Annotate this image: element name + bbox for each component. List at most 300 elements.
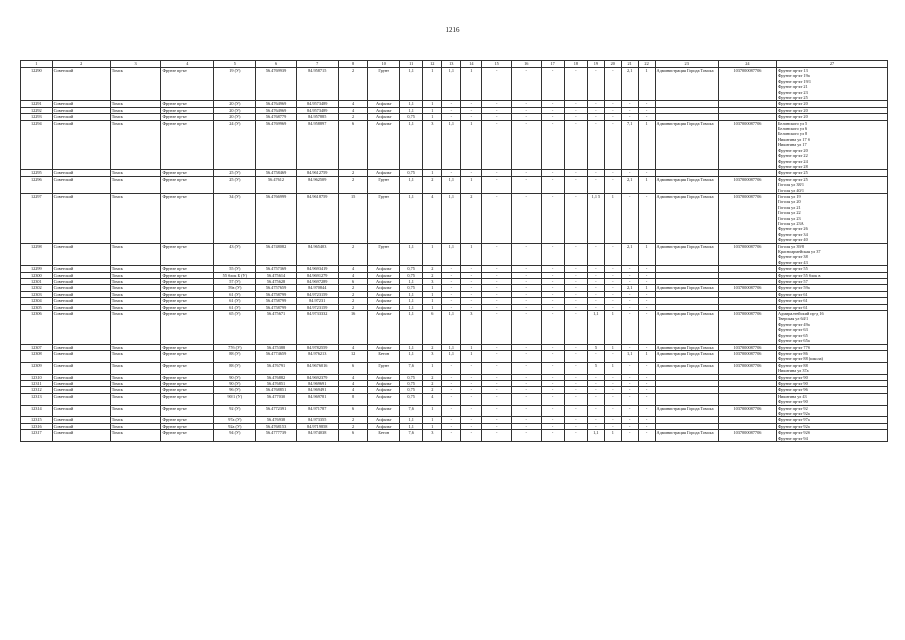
served-address: Фрунзе пр-кт 20 xyxy=(777,147,808,153)
table-cell: - xyxy=(541,285,564,291)
table-cell: 56.4768153 xyxy=(256,423,296,429)
table-cell: - xyxy=(482,423,512,429)
table-cell: - xyxy=(604,272,621,278)
table-cell: - xyxy=(564,430,587,442)
served-address: Фрунзе пр-кт 61 xyxy=(777,298,808,304)
served-address: Никитина ул 43 xyxy=(777,393,807,399)
table-cell: 1,1 xyxy=(587,430,604,442)
table-cell: 3 xyxy=(423,120,442,170)
table-cell: 56.4774659 xyxy=(256,350,296,362)
table-cell: - xyxy=(564,114,587,120)
table-cell: Фрунзе пр-кт xyxy=(161,193,214,243)
table-cell: - xyxy=(638,417,655,423)
served-address: Гоголя ул 21 xyxy=(777,204,801,210)
page-number: 1216 xyxy=(445,26,460,34)
table-cell: Томск xyxy=(110,374,161,380)
table-cell: - xyxy=(621,405,638,417)
table-cell: 1,1 xyxy=(442,120,461,170)
table-cell: - xyxy=(541,107,564,113)
table-cell: - xyxy=(511,393,541,405)
table-cell: 92а (У) xyxy=(214,423,256,429)
table-cell: 84.9612759 xyxy=(296,170,338,176)
served-address: Фрунзе пр-кт 59а xyxy=(777,285,810,291)
table-cell: Асфальт xyxy=(368,107,400,113)
table-cell: - xyxy=(482,176,512,193)
table-cell: 4 xyxy=(338,266,368,272)
table-cell: 6 xyxy=(338,430,368,442)
table-cell: - xyxy=(564,362,587,374)
table-cell: Советский xyxy=(52,266,110,272)
table-cell: 56.475671 xyxy=(256,311,296,344)
table-cell: Фрунзе пр-кт xyxy=(161,243,214,266)
column-number: 7 xyxy=(296,61,338,68)
table-cell: 7,6 xyxy=(400,430,423,442)
table-cell: 12316 xyxy=(21,423,53,429)
table-cell: Советский xyxy=(52,380,110,386)
table-cell: 84.9692379 xyxy=(296,374,338,380)
table-cell: 84.971787 xyxy=(296,405,338,417)
table-cell: 0,75 xyxy=(400,393,423,405)
table-cell: - xyxy=(482,114,512,120)
table-cell: - xyxy=(621,107,638,113)
table-cell: - xyxy=(541,362,564,374)
table-cell: 2 xyxy=(338,68,368,101)
column-number: 10 xyxy=(368,61,400,68)
table-cell: Администрация Города Томска xyxy=(655,243,718,266)
table-cell: 94 (У) xyxy=(214,430,256,442)
served-addresses-cell xyxy=(776,350,887,362)
table-cell: Советский xyxy=(52,344,110,350)
table-cell: Фрунзе пр-кт xyxy=(161,393,214,405)
table-cell: - xyxy=(461,285,482,291)
table-cell: - xyxy=(442,423,461,429)
table-cell: - xyxy=(604,387,621,393)
table-cell: 4 xyxy=(338,374,368,380)
table-cell: - xyxy=(482,430,512,442)
table-cell: 12303 xyxy=(21,291,53,297)
table-cell: 1,1 xyxy=(400,68,423,101)
table-cell: - xyxy=(482,272,512,278)
table-cell: - xyxy=(604,291,621,297)
table-cell: 1 xyxy=(638,120,655,170)
table-cell: 1037000087706 xyxy=(718,362,776,374)
served-address: Гоголя ул 20 xyxy=(777,199,801,205)
table-cell: Советский xyxy=(52,193,110,243)
table-cell: 1 xyxy=(461,176,482,193)
table-cell: - xyxy=(482,362,512,374)
served-address: Фрунзе пр-кт 25 xyxy=(777,95,808,101)
table-cell: 1037000087706 xyxy=(718,285,776,291)
table-cell: - xyxy=(604,298,621,304)
table-cell: 1,1 xyxy=(442,350,461,362)
table-cell: Асфальт xyxy=(368,120,400,170)
column-number: 8 xyxy=(338,61,368,68)
table-cell: Асфальт xyxy=(368,417,400,423)
table-cell: - xyxy=(604,374,621,380)
table-cell: 1,1 xyxy=(400,417,423,423)
table-cell: Фрунзе пр-кт xyxy=(161,291,214,297)
table-cell: 56.4758799 xyxy=(256,298,296,304)
served-address: Фрунзе пр-кт 49а xyxy=(777,321,810,327)
table-cell: Томск xyxy=(110,279,161,285)
table-cell: 12311 xyxy=(21,380,53,386)
table-cell: - xyxy=(482,393,512,405)
table-cell: Администрация Города Томска xyxy=(655,311,718,344)
table-cell: Томск xyxy=(110,272,161,278)
served-address: Фрунзе пр-кт 19/1 xyxy=(777,78,812,84)
table-cell: 12298 xyxy=(21,243,53,266)
table-cell: 1,1 xyxy=(400,107,423,113)
table-cell: 92 (У) xyxy=(214,405,256,417)
table-cell: Фрунзе пр-кт xyxy=(161,120,214,170)
column-number: 3 xyxy=(110,61,161,68)
served-address: Фрунзе пр-кт 21 xyxy=(777,84,808,90)
table-cell: - xyxy=(587,374,604,380)
table-cell: 84.973355 xyxy=(296,417,338,423)
table-cell: - xyxy=(482,107,512,113)
served-addresses-cell xyxy=(776,311,887,344)
table-cell: 1,1 xyxy=(400,291,423,297)
table-cell: 0,75 xyxy=(400,380,423,386)
table-cell: - xyxy=(564,380,587,386)
table-cell: 61 (У) xyxy=(214,304,256,310)
table-cell: 77б (У) xyxy=(214,344,256,350)
table-cell: 25 (У) xyxy=(214,176,256,193)
table-cell: Администрация Города Томска xyxy=(655,176,718,193)
table-cell: - xyxy=(511,374,541,380)
table-cell: 2 xyxy=(423,387,442,393)
table-cell: - xyxy=(604,107,621,113)
table-cell: Фрунзе пр-кт xyxy=(161,350,214,362)
table-cell: Фрунзе пр-кт xyxy=(161,114,214,120)
table-cell: - xyxy=(564,107,587,113)
table-cell: - xyxy=(511,304,541,310)
served-address: Никитина ул 17 б xyxy=(777,136,810,142)
table-cell: 90/1 (У) xyxy=(214,393,256,405)
table-cell: Советский xyxy=(52,101,110,107)
served-address: Фрунзе пр-кт 38 xyxy=(777,254,808,260)
table-cell: Асфальт xyxy=(368,298,400,304)
table-cell: Советский xyxy=(52,417,110,423)
table-cell: Асфальт xyxy=(368,380,400,386)
table-cell: - xyxy=(511,380,541,386)
table-cell: - xyxy=(461,374,482,380)
table-cell: - xyxy=(587,266,604,272)
table-cell: 3 xyxy=(423,430,442,442)
table-cell: 12297 xyxy=(21,193,53,243)
table-cell: 1037000087706 xyxy=(718,120,776,170)
table-cell: 0,75 xyxy=(400,374,423,380)
table-cell: Томск xyxy=(110,405,161,417)
served-address: Фрунзе пр-кт 20 xyxy=(777,101,808,107)
table-cell: - xyxy=(511,387,541,393)
table-cell: - xyxy=(511,266,541,272)
table-cell: 1037000087706 xyxy=(718,344,776,350)
table-cell: 12309 xyxy=(21,362,53,374)
table-cell: - xyxy=(511,107,541,113)
table-cell: Томск xyxy=(110,266,161,272)
table-cell: 84.969491 xyxy=(296,387,338,393)
table-cell: 56.4764969 xyxy=(256,101,296,107)
table-cell: 2 xyxy=(423,344,442,350)
table-cell: 2 xyxy=(423,266,442,272)
table-cell: - xyxy=(604,170,621,176)
table-cell: 2 xyxy=(338,291,368,297)
table-cell: Томск xyxy=(110,243,161,266)
table-cell: 56.4748082 xyxy=(256,243,296,266)
table-row xyxy=(21,311,888,344)
served-address: Фрунзе пр-кт 24 xyxy=(777,158,808,164)
table-cell: - xyxy=(604,304,621,310)
table-cell: - xyxy=(511,120,541,170)
served-address: Фрунзе пр-кт 25 xyxy=(777,170,808,176)
table-cell: - xyxy=(621,266,638,272)
table-cell: - xyxy=(621,304,638,310)
table-cell: 84.976213 xyxy=(296,350,338,362)
table-cell: - xyxy=(482,298,512,304)
table-cell: 4 xyxy=(338,344,368,350)
table-cell: - xyxy=(621,311,638,344)
table-cell: 24 (У) xyxy=(214,120,256,170)
table-cell: Советский xyxy=(52,298,110,304)
table-cell: - xyxy=(461,362,482,374)
table-cell: 84.965403 xyxy=(296,243,338,266)
table-cell: Асфальт xyxy=(368,101,400,107)
table-cell: 56.476882 xyxy=(256,374,296,380)
table-cell: 12 xyxy=(338,350,368,362)
table-cell: 1 xyxy=(604,362,621,374)
table-cell: Асфальт xyxy=(368,285,400,291)
table-cell: 84.97231 xyxy=(296,298,338,304)
table-row xyxy=(21,120,888,170)
table-cell: - xyxy=(541,350,564,362)
table-cell: Советский xyxy=(52,423,110,429)
table-cell xyxy=(718,393,776,405)
table-cell: 1037000087706 xyxy=(718,430,776,442)
table-cell: - xyxy=(541,344,564,350)
table-cell: - xyxy=(541,279,564,285)
table-cell: 0,75 xyxy=(400,266,423,272)
table-cell: 1,1 xyxy=(442,176,461,193)
table-cell: 88 (У) xyxy=(214,350,256,362)
table-cell: - xyxy=(621,272,638,278)
table-cell: - xyxy=(564,120,587,170)
table-cell: - xyxy=(587,380,604,386)
served-address: Фрунзе пр-кт 20 xyxy=(777,107,808,113)
table-cell: - xyxy=(482,380,512,386)
table-cell: - xyxy=(621,423,638,429)
table-cell: Советский xyxy=(52,107,110,113)
table-cell: Грунт xyxy=(368,68,400,101)
table-cell: 1,1 xyxy=(400,176,423,193)
table-cell: - xyxy=(482,350,512,362)
table-cell: 56.47612 xyxy=(256,176,296,193)
table-cell: - xyxy=(541,430,564,442)
table-cell: - xyxy=(564,393,587,405)
table-cell: - xyxy=(482,243,512,266)
table-cell: - xyxy=(564,170,587,176)
table-cell: 1 xyxy=(604,344,621,350)
table-cell: - xyxy=(511,311,541,344)
table-cell: Фрунзе пр-кт xyxy=(161,279,214,285)
table-cell: - xyxy=(587,298,604,304)
table-cell: 56.475614 xyxy=(256,272,296,278)
table-cell: - xyxy=(638,170,655,176)
table-cell: - xyxy=(482,279,512,285)
table-cell: 56.4772391 xyxy=(256,405,296,417)
served-address: Фрунзе пр-кт 92б xyxy=(777,430,810,436)
table-cell: - xyxy=(638,311,655,344)
column-number: 4 xyxy=(161,61,214,68)
table-cell: Советский xyxy=(52,176,110,193)
table-cell: - xyxy=(604,393,621,405)
served-address: Фрунзе пр-кт 61 xyxy=(777,304,808,310)
table-cell: - xyxy=(604,68,621,101)
table-cell: - xyxy=(442,405,461,417)
table-cell: 1,1 xyxy=(400,243,423,266)
table-cell: Томск xyxy=(110,417,161,423)
served-address: Никитина ул 17 xyxy=(777,142,807,148)
register-table xyxy=(20,60,888,442)
table-cell: 84.9618759 xyxy=(296,193,338,243)
table-cell: Томск xyxy=(110,170,161,176)
table-cell: Томск xyxy=(110,107,161,113)
table-cell: Томск xyxy=(110,362,161,374)
table-cell: 2 xyxy=(461,193,482,243)
table-cell: 3 xyxy=(423,350,442,362)
table-cell: - xyxy=(621,344,638,350)
table-cell: - xyxy=(511,350,541,362)
table-cell: - xyxy=(621,193,638,243)
table-cell: - xyxy=(511,68,541,101)
table-cell: 1,1 xyxy=(442,243,461,266)
table-cell: Томск xyxy=(110,176,161,193)
table-cell: 43 (У) xyxy=(214,243,256,266)
table-cell: - xyxy=(541,380,564,386)
served-addresses-cell xyxy=(776,243,887,266)
table-cell: Советский xyxy=(52,350,110,362)
table-cell: - xyxy=(482,417,512,423)
table-cell: - xyxy=(541,393,564,405)
table-cell: 1 xyxy=(423,417,442,423)
table-cell: 1,1 xyxy=(442,193,461,243)
table-cell: 5 xyxy=(587,344,604,350)
table-cell: - xyxy=(461,423,482,429)
table-cell: - xyxy=(482,285,512,291)
table-cell: - xyxy=(564,304,587,310)
table-cell: - xyxy=(482,266,512,272)
table-cell: 56.4766999 xyxy=(256,193,296,243)
table-cell: 1037000087706 xyxy=(718,68,776,101)
table-cell: Фрунзе пр-кт xyxy=(161,101,214,107)
table-cell: - xyxy=(461,304,482,310)
table-cell: - xyxy=(461,114,482,120)
table-cell: Томск xyxy=(110,120,161,170)
served-address: Фрунзе пр-кт 26 xyxy=(777,226,808,232)
served-address: Гоголя ул 19 xyxy=(777,193,801,199)
table-cell: 20 (У) xyxy=(214,114,256,120)
table-cell: 1,1 xyxy=(442,344,461,350)
table-cell: Томск xyxy=(110,344,161,350)
table-cell: - xyxy=(461,430,482,442)
column-number: 14 xyxy=(461,61,482,68)
table-cell: 1037000087706 xyxy=(718,311,776,344)
table-cell: Фрунзе пр-кт xyxy=(161,344,214,350)
table-cell: - xyxy=(587,405,604,417)
table-cell: Асфальт xyxy=(368,291,400,297)
table-cell: - xyxy=(511,101,541,107)
served-address: Фрунзе пр-кт 55 xyxy=(777,266,808,272)
table-cell: 2 xyxy=(423,272,442,278)
table-cell: - xyxy=(564,68,587,101)
table-cell: - xyxy=(621,374,638,380)
table-cell: 12299 xyxy=(21,266,53,272)
table-cell: Томск xyxy=(110,114,161,120)
table-cell: 61 (У) xyxy=(214,291,256,297)
table-cell: - xyxy=(541,311,564,344)
table-cell: Администрация Города Томска xyxy=(655,285,718,291)
table-cell: 1 xyxy=(423,170,442,176)
table-cell: - xyxy=(638,430,655,442)
table-cell: - xyxy=(621,298,638,304)
table-cell: - xyxy=(482,120,512,170)
table-cell: 1 xyxy=(423,285,442,291)
table-cell: - xyxy=(541,101,564,107)
table-cell: - xyxy=(604,423,621,429)
served-address: Фрунзе пр-кт 63 xyxy=(777,327,808,333)
table-cell: - xyxy=(604,350,621,362)
table-cell: - xyxy=(442,380,461,386)
table-cell xyxy=(655,393,718,405)
table-cell: Администрация Города Томска xyxy=(655,344,718,350)
table-cell: 1 xyxy=(423,101,442,107)
served-addresses-cell xyxy=(776,405,887,417)
table-cell: Фрунзе пр-кт xyxy=(161,176,214,193)
table-cell: - xyxy=(587,120,604,170)
table-cell: 12312 xyxy=(21,387,53,393)
table-cell: - xyxy=(604,285,621,291)
served-address: Фрунзе пр-кт 28 xyxy=(777,163,808,169)
table-cell: - xyxy=(621,291,638,297)
table-cell: 12317 xyxy=(21,430,53,442)
table-cell: 0,75 xyxy=(400,285,423,291)
table-cell: 1,1 xyxy=(400,279,423,285)
served-address: Гоголя ул 23 xyxy=(777,215,801,221)
column-number: 13 xyxy=(442,61,461,68)
table-cell: - xyxy=(482,344,512,350)
table-cell: 5 xyxy=(587,362,604,374)
table-cell: Советский xyxy=(52,272,110,278)
table-cell: 90 (У) xyxy=(214,380,256,386)
table-row xyxy=(21,176,888,193)
table-cell: 1,1 xyxy=(400,120,423,170)
table-cell: 1 xyxy=(423,304,442,310)
column-number: 17 xyxy=(541,61,564,68)
table-cell: - xyxy=(442,114,461,120)
table-cell: 56.475628 xyxy=(256,279,296,285)
served-address: Фрунзе пр-кт 77б xyxy=(777,344,810,350)
table-cell: 7,1 xyxy=(621,120,638,170)
table-cell: 6 xyxy=(338,362,368,374)
table-row xyxy=(21,393,888,405)
table-cell: 4 xyxy=(338,380,368,386)
served-address: Адмиралтейский пр-д 16 xyxy=(777,311,824,317)
table-cell: 2 xyxy=(338,176,368,193)
table-cell: 56.4768779 xyxy=(256,114,296,120)
table-cell: 84.9676016 xyxy=(296,362,338,374)
table-cell: Грунт xyxy=(368,176,400,193)
table-cell: 84.962509 xyxy=(296,176,338,193)
